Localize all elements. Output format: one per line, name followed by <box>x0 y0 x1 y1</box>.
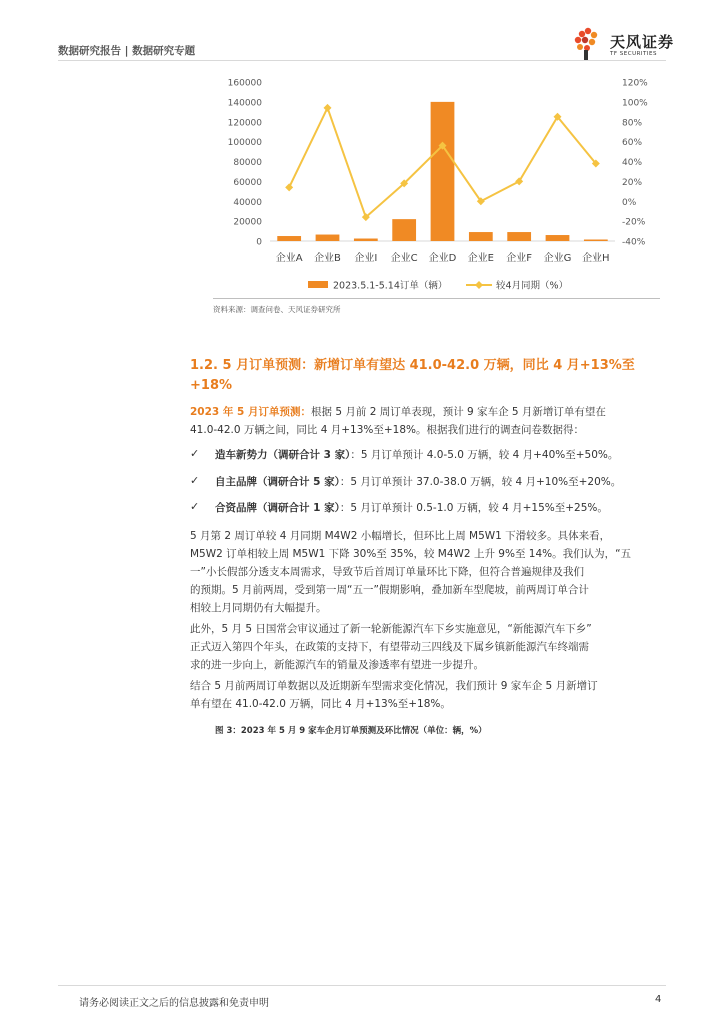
y-left-tick-label: 40000 <box>233 197 262 208</box>
bullet-item <box>215 500 608 515</box>
y-left-tick-label: 140000 <box>227 98 262 109</box>
paragraph-2-line: 5 月第 2 周订单较 4 月同期 M4W2 小幅增长，但环比上周 M5W1 下滑较多。具体来看， <box>190 530 611 542</box>
paragraph-3-line: 此外，5 月 5 日国常会审议通过了新一轮新能源汽车下乡实施意见，“新能源汽车下乡” <box>190 623 592 635</box>
bullet-label: 自主品牌（调研合计 5 家） <box>215 476 340 488</box>
x-tick-label: 企业I <box>354 253 378 264</box>
paragraph-2-line: 一”小长假部分透支本周需求，导致节后首周订单量环比下降，但符合普遍规律及我们 <box>190 566 584 578</box>
bar-企业G <box>546 235 570 241</box>
y-left-tick-label: 160000 <box>227 78 262 89</box>
paragraph-3-line: 正式迈入第四个年头，在政策的支持下，有望带动三四线及下属乡镇新能源汽车终端需 <box>190 641 589 653</box>
line-point-企业B <box>324 104 332 112</box>
bullet-text: ：5 月订单预计 4.0-5.0 万辆，较 4 月+40%至+50%。 <box>350 449 619 461</box>
bar-企业H <box>584 240 608 241</box>
bar-企业E <box>469 232 493 241</box>
line-point-企业A <box>285 183 293 191</box>
header-divider <box>58 60 666 61</box>
x-tick-label: 企业H <box>582 253 610 264</box>
y-right-tick-label: 100% <box>622 98 648 109</box>
paragraph-1 <box>190 403 660 439</box>
y-left-tick-label: 120000 <box>227 118 262 129</box>
bar-企业D <box>431 102 455 241</box>
bullet-label: 造车新势力（调研合计 3 家） <box>215 449 351 461</box>
source-divider <box>213 298 660 299</box>
bullet-item <box>215 474 621 489</box>
x-tick-label: 企业B <box>314 253 341 264</box>
bar-企业I <box>354 239 378 241</box>
y-right-tick-label: 0% <box>622 197 637 208</box>
y-right-tick-label: 20% <box>622 177 643 188</box>
y-left-tick-label: 60000 <box>233 177 262 188</box>
y-right-tick-label: 120% <box>622 78 648 89</box>
legend-line-label: 较4月同期（%） <box>496 280 569 292</box>
bar-企业B <box>316 235 340 241</box>
bullet-text: ：5 月订单预计 37.0-38.0 万辆，较 4 月+10%至+20%。 <box>339 476 622 488</box>
paragraph-4-line: 结合 5 月前两周订单数据以及近期新车型需求变化情况，我们预计 9 家车企 5 月新增订 <box>190 680 598 692</box>
bullet-text: ：5 月订单预计 0.5-1.0 万辆，较 4 月+15%至+25%。 <box>339 502 608 514</box>
check-icon: ✓ <box>190 474 200 487</box>
paragraph-3-line: 求的进一步向上，新能源汽车的销量及渗透率有望进一步提升。 <box>190 659 484 671</box>
x-tick-label: 企业A <box>275 253 303 264</box>
paragraph-4-line: 单有望在 41.0-42.0 万辆，同比 4 月+13%至+18%。 <box>190 698 451 710</box>
paragraph-2-line: 相较上月同期仍有大幅提升。 <box>190 602 327 614</box>
x-tick-label: 企业G <box>543 253 572 264</box>
y-right-tick-label: 80% <box>622 118 643 129</box>
header-title: 数据研究报告 | 数据研究专题 <box>58 45 196 57</box>
bar-企业A <box>277 236 301 241</box>
y-right-tick-label: 60% <box>622 138 643 149</box>
brand-name: 天风证券 <box>610 33 675 51</box>
disclaimer-text: 请务必阅读正文之后的信息披露和免责申明 <box>79 998 269 1009</box>
orders-chart <box>200 72 660 300</box>
bullet-item <box>215 447 618 462</box>
paragraph-2-line: M5W2 订单相较上周 M5W1 下降 30%至 35%，较 M4W2 上升 9%至 14%。我们认为，“五 <box>190 548 632 560</box>
legend-line-marker <box>475 281 483 289</box>
paragraph-3 <box>190 620 660 674</box>
y-right-tick-label: -20% <box>622 217 646 228</box>
bar-企业F <box>507 232 531 241</box>
paragraph-1-line-1: 根据 5 月前 2 周订单表现，预计 9 家车企 5 月新增订单有望在 <box>311 406 606 418</box>
x-tick-label: 企业E <box>467 253 494 264</box>
paragraph-2-line: 的预期。5 月前两周，受到第一周“五一”假期影响，叠加新车型爬坡，前两周订单合计 <box>190 584 589 596</box>
figure-caption: 图 3：2023 年 5 月 9 家车企月订单预测及环比情况（单位：辆，%） <box>215 726 487 736</box>
brand-name-en: TF SECURITIES <box>610 51 657 57</box>
forecast-lead: 2023 年 5 月订单预测： <box>190 406 311 418</box>
bullet-label: 合资品牌（调研合计 1 家） <box>215 502 340 514</box>
check-icon: ✓ <box>190 447 200 460</box>
chart-source: 资料来源：调查问卷、天风证券研究所 <box>213 305 341 314</box>
footer-divider <box>58 985 666 986</box>
paragraph-2 <box>190 527 660 617</box>
x-tick-label: 企业F <box>506 253 533 264</box>
y-left-tick-label: 0 <box>256 237 262 248</box>
y-left-tick-label: 80000 <box>233 158 262 168</box>
legend-bar-label: 2023.5.1-5.14订单（辆） <box>333 280 448 292</box>
legend-bar-swatch <box>308 281 328 288</box>
y-left-tick-label: 100000 <box>227 138 262 149</box>
y-left-tick-label: 20000 <box>233 217 262 228</box>
page-number: 4 <box>655 994 662 1005</box>
check-icon: ✓ <box>190 500 200 513</box>
section-title: 1.2. 5 月订单预测：新增订单有望达 41.0-42.0 万辆，同比 4 月+13%至+18% <box>190 358 635 393</box>
x-tick-label: 企业D <box>428 253 457 264</box>
bar-企业C <box>392 219 416 241</box>
paragraph-4 <box>190 677 660 713</box>
paragraph-1-line-2: 41.0-42.0 万辆之间，同比 4 月+13%至+18%。根据我们进行的调查问卷数据得： <box>190 424 585 436</box>
y-right-tick-label: 40% <box>622 158 643 168</box>
x-tick-label: 企业C <box>390 253 418 264</box>
y-right-tick-label: -40% <box>622 237 646 248</box>
